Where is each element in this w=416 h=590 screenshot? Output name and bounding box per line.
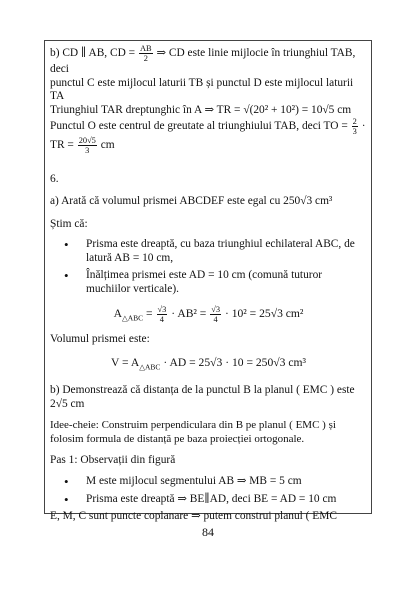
text: V = A (111, 356, 140, 370)
known-heading: Știm că: (50, 217, 88, 230)
text: Punctul O este centrul de greutate al triunghiului TAB, deci TO = (50, 120, 348, 133)
coplanar-line: E, M, C sunt puncte coplanare ⇒ putem construi planul ( EMC (50, 510, 337, 523)
list-item: • Prisma este dreaptă, cu baza triunghiul echilateral ABC, de latură AB = 10 cm, (50, 238, 367, 265)
exercise-number: 6. (50, 173, 59, 186)
list-item: • M este mijlocul segmentului AB ⇒ MB = 5 cm (50, 475, 367, 489)
fraction (352, 117, 358, 136)
paragraph-tr (50, 136, 367, 155)
text: A (113, 306, 122, 320)
fraction-denominator: 2 (143, 54, 148, 63)
fraction-numerator: AB (139, 44, 152, 53)
text: = (146, 306, 153, 320)
question-b: b) Demonstrează că distanța de la punctul B la planul ( EMC ) este 2√5 cm (50, 384, 355, 410)
area-formula (50, 305, 367, 325)
fraction (157, 305, 168, 324)
text: · AB² = (171, 306, 207, 320)
step-1-heading: Pas 1: Observații din figură (50, 454, 176, 467)
text: · (361, 120, 366, 133)
text: cm (100, 139, 115, 152)
subscript: △ABC (121, 313, 144, 322)
observations-list (50, 475, 367, 506)
text: · 10² = 25√3 cm² (224, 306, 304, 320)
page-content (50, 44, 367, 524)
fraction (78, 136, 97, 155)
subscript: △ABC (139, 362, 161, 372)
volume-formula (50, 356, 367, 374)
fraction-denominator: 4 (213, 314, 218, 324)
volume-heading: Volumul prismei este: (50, 332, 150, 345)
paragraph-centroid (50, 117, 367, 136)
page-number: 84 (202, 525, 214, 539)
text: TR = (50, 139, 74, 152)
text: b) CD ∥ AB, CD = (50, 47, 136, 60)
list-item: • Înălțimea prismei este AD = 10 cm (comună tuturor muchiilor verticale). (50, 269, 367, 296)
text: ⇒ CD este linie mijlocie în triunghiul TAB, deci (50, 47, 356, 75)
known-list (50, 238, 367, 296)
fraction-denominator: 3 (352, 127, 357, 137)
text: · AD = 25√3 · 10 = 250√3 cm³ (163, 356, 306, 370)
paragraph-tar: Triunghiul TAR dreptunghic în A ⇒ TR = √(20² + 10²) = 10√5 cm (50, 103, 352, 116)
list-item: • Prisma este dreaptă ⇒ BE∥AD, deci BE = AD = 10 cm (50, 493, 367, 507)
fraction-denominator: 3 (85, 146, 90, 156)
question-a: a) Arată că volumul prismei ABCDEF este egal cu 250√3 cm³ (50, 194, 333, 207)
key-idea: Idee-cheie: Construim perpendiculara din B pe planul ( EMC ) și folosim formula de distanță pe baza proiecției ortogonale. (50, 419, 336, 445)
fraction (139, 44, 153, 63)
page-frame (44, 40, 372, 523)
fraction (210, 305, 221, 324)
paragraph-b-line1 (50, 44, 367, 77)
fraction-numerator: 20√5 (78, 136, 96, 146)
paragraph-b-line2: punctul C este mijlocul laturii TB și punctul D este mijlocul laturii TA (50, 76, 354, 103)
fraction-numerator: 2 (352, 117, 357, 127)
fraction-numerator: √3 (211, 304, 221, 314)
fraction-numerator: √3 (157, 304, 167, 314)
fraction-denominator: 4 (159, 314, 164, 324)
